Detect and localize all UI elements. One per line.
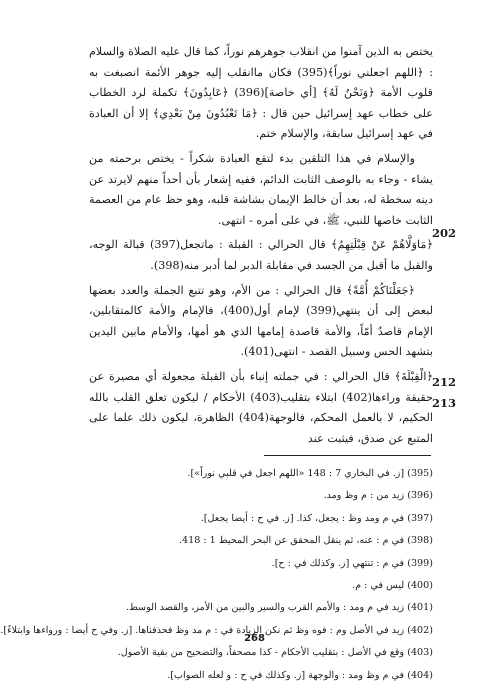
footnotes: [0, 463, 433, 687]
footnote: (395) [ز. في البخاري 7 : 148 «اللهم اجعل في قلبي نوراً»].: [187, 468, 433, 479]
footnote: (404) في م وظ ومد : والوجهة [ز. وكذلك في ح : و لعله الصواب].: [167, 669, 433, 681]
verse-number: 213: [432, 396, 457, 410]
paragraph-3: ﴿مَاوَلَّاهُمْ عَنْ قِبْلَتِهِمُ﴾ قال الحرالي : القبلة : ماتجعل(397) قبالة الوجه، والقبل ما أقبل من الجسد في مقابلة الدبر لما أدبر منه(398).: [89, 238, 434, 272]
verse-number: 212: [432, 375, 457, 389]
paragraph-5: ﴿الْقِبْلَةَ﴾ قال الحرالي : في جملته إنباء بأن القبلة مجعولة أي مصيرة عن حقيقة وراءها(402) ابتلاء بتقليب(403) الأحكام / ليكون تعلق القلب بالله الحكيم، لا بالعمل المحكم، فالوجهة(404) الظاهرة، ليكون ذلك علما على المتبع عن صدق، فيثبت عند: [89, 369, 434, 445]
footnote: (396) زيد من : م وظ ومد.: [323, 490, 433, 502]
footnote: (397) في م ومد وظ : يجعل، كذا. [ز. في ح : أيضا يجعل].: [200, 512, 433, 524]
footnote: (401) زيد في م ومد : والأمم القرب والسير والبين من الأمر، والقصد الوسط.: [126, 602, 433, 614]
paragraph-4: ﴿جَعَلْنَاكُمْ أُمَّةً﴾ قال الحرالي : من الأم، وهو تتبع الجملة والعدد بعضها لبعض إلى أن ينتهي(399) لإمام أول(400)، فالإمام والأمة كالمتقابلين، الإمام قاصدٌ أمّاً، والأمة قاصدة إمامها الذي هو أمها، والأمام مابين اليدين بتشهد الحس وسبيل القصد - انتهى(401).: [89, 283, 433, 359]
footnote: (402) زيد في الأصل وم : فوه وظ ثم نكن الزيادة في : م مد وظ فحذفناها. [ز. وفي ح أيضا : ورواءها وابتلاءً].: [0, 624, 433, 636]
footnote: (399) في م : تنتهي [ز. وكذلك في : ح].: [271, 557, 433, 569]
footnote: (398) في م : عنه، ثم ينقل المحقق عن البحر المحيط 1 : 418.: [178, 535, 433, 547]
page-number: 268: [244, 633, 265, 644]
footnote-divider: [264, 455, 431, 456]
main-text: [89, 42, 433, 449]
verse-number: 202: [432, 226, 457, 240]
paragraph-1: يختص به الذين آمنوا من انقلاب جوهرهم نوراً، كما قال عليه الصلاة والسلام : ﴿اللهم اجعلني نوراً﴾(395) فكان ماانقلب إليه جوهر الأئمة انصبغت به قلوب الأمة ﴿وَنَحْنُ لَهُ﴾ [أي خاصة](396) ﴿عَابِدُونَ﴾ تكملة لرد الخطاب على خطاب عهد إسرائيل حين قال : ﴿مَا تَعْبُدُونَ مِنْ بَعْدِي﴾ إلا أن العبادة في عهد إسرائيل سابقة، والإسلام ختم.: [89, 45, 434, 141]
footnote: (403) وقع في الأصل : بتقليب الأحكام - كذا مصحفاً، والتصحيح من بقية الأصول.: [117, 647, 433, 659]
paragraph-2: والإسلام في هذا التلقين بدء لتقع العبادة شكراً - يختص برحمته من يشاء - وجاء به بالوصف الثابت الدائم، ففيه إشعار بأن أحداً منهم لايرتد عن دينه سخطة له، بعد أن خالط الإيمان بشاشة قلبه، وهو حظ عام من العصمة الثابت خاصها للنبي، ﷺ، في على أمره - انتهى.: [89, 151, 433, 227]
footnote: (400) ليس في : م.: [352, 580, 433, 592]
